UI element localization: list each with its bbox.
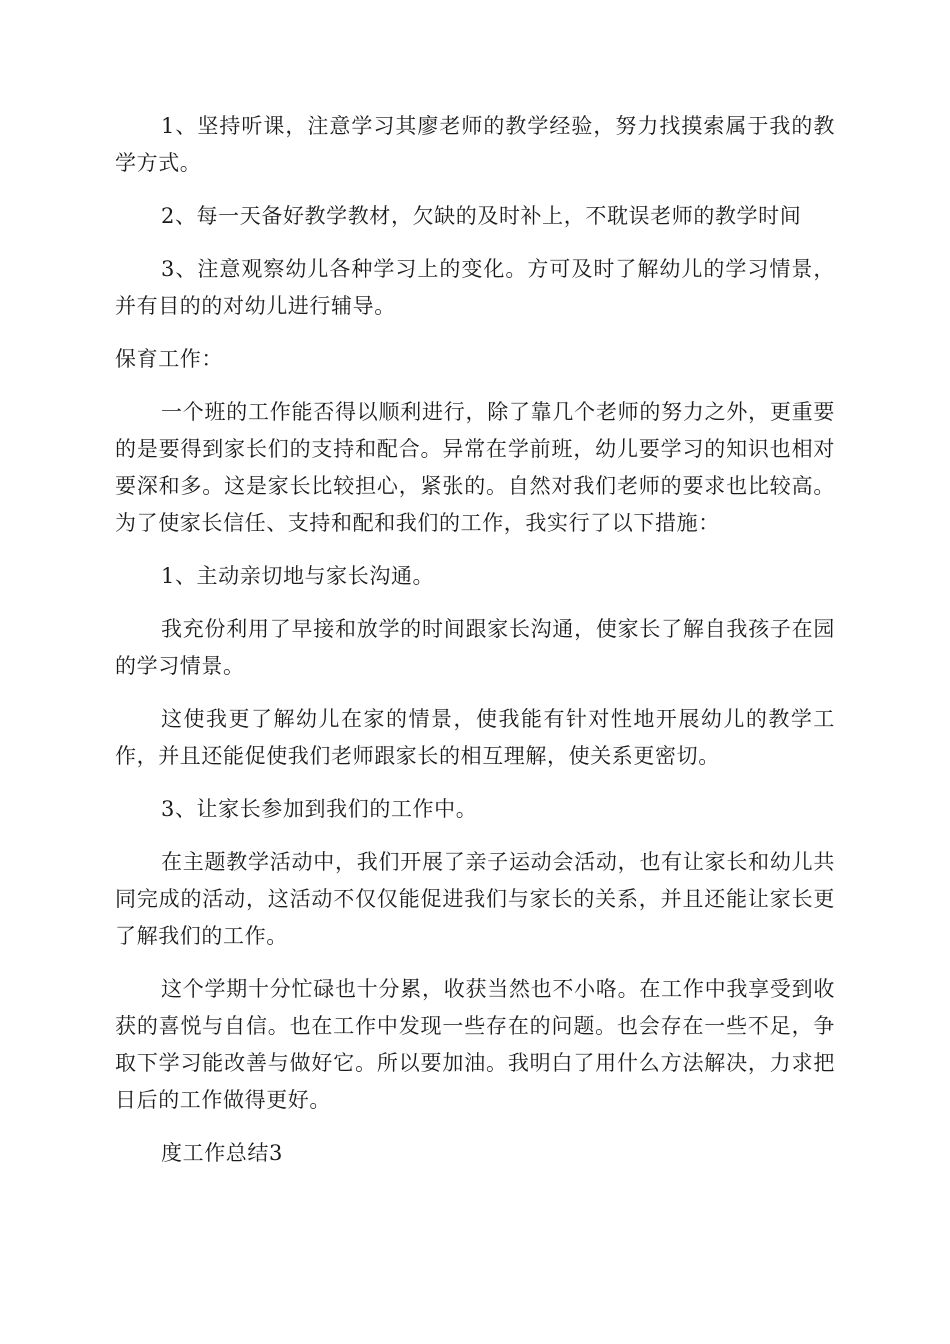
paragraph-7: 我充份利用了早接和放学的时间跟家长沟通，使家长了解自我孩子在园的学习情景。 <box>115 617 835 678</box>
section-title-summary-3: 度工作总结3 <box>161 1141 283 1165</box>
paragraph-11: 这个学期十分忙碌也十分累，收获当然也不小咯。在工作中我享受到收获的喜悦与自信。也在工作中发现一些存在的问题。也会存在一些不足，争取下学习能改善与做好它。所以要加油。我明白了用什么方法解决，力求把日后的工作做得更好。 <box>115 977 835 1112</box>
paragraph-9: 3、让家长参加到我们的工作中。 <box>161 797 478 821</box>
paragraph-2: 2、每一天备好教学教材，欠缺的及时补上，不耽误老师的教学时间 <box>161 204 802 228</box>
paragraph-5: 一个班的工作能否得以顺利进行，除了靠几个老师的努力之外，更重要的是要得到家长们的支持和配合。异常在学前班，幼儿要学习的知识也相对要深和多。这是家长比较担心，紧张的。自然对我们老师的要求也比较高。为了使家长信任、支持和配和我们的工作，我实行了以下措施： <box>115 400 835 535</box>
document-body <box>115 108 835 1188</box>
paragraph-10: 在主题教学活动中，我们开展了亲子运动会活动，也有让家长和幼儿共同完成的活动，这活动不仅仅能促进我们与家长的关系，并且还能让家长更了解我们的工作。 <box>115 850 835 948</box>
paragraph-3: 3、注意观察幼儿各种学习上的变化。方可及时了解幼儿的学习情景，并有目的的对幼儿进行辅导。 <box>115 257 835 318</box>
paragraph-6: 1、主动亲切地与家长沟通。 <box>161 564 435 588</box>
section-heading-care-work: 保育工作： <box>115 347 223 371</box>
paragraph-1: 1、坚持听课，注意学习其廖老师的教学经验，努力找摸索属于我的教学方式。 <box>115 114 835 175</box>
paragraph-8: 这使我更了解幼儿在家的情景，使我能有针对性地开展幼儿的教学工作，并且还能促使我们老师跟家长的相互理解，使关系更密切。 <box>115 707 835 768</box>
